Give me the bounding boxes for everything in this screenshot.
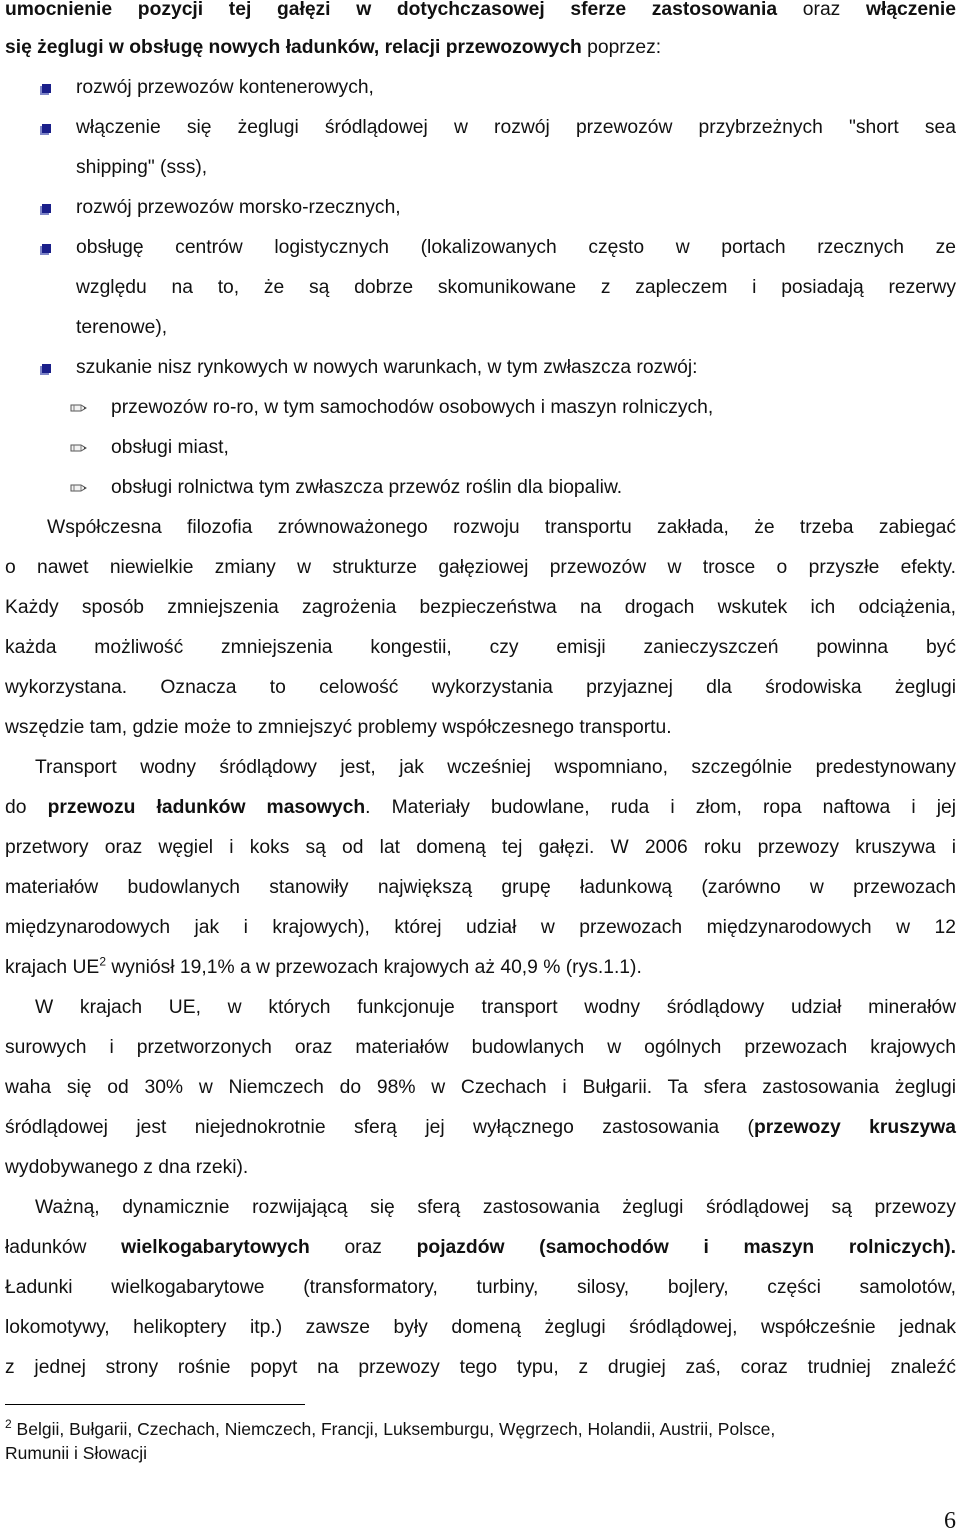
intro-line-2 [5,28,661,68]
paragraph-line: z jednej strony rośnie popyt na przewozy tego typu, z drugiej zaś, coraz trudniej znaleźć [5,1357,956,1378]
bullet-item: włączenie się żeglugi śródlądowej w rozwój przewozów przybrzeżnych "short sea [76,117,956,138]
paragraph-bold-text: pojazdów (samochodów i maszyn rolniczych). [416,1237,957,1258]
paragraph-bold-text: wielkogabarytowych [121,1237,310,1258]
paragraph-line [5,788,956,828]
intro-text: włączenie [865,0,956,20]
paragraph-line: materiałów budowlanych stanowiły największą grupę ładunkową (zarówno w przewozach [5,877,956,898]
square-bullet-icon [40,203,51,214]
paragraph-text: krajach UE [5,957,100,978]
bullet-item-continuation: względu na to, że są dobrze skomunikowane z zapleczem i posiadają rezerwy [76,277,956,298]
paragraph-line: o nawet niewielkie zmiany w strukturze gałęziowej przewozów w trosce o przyszłe efekty. [5,557,956,578]
page-number: 6 [944,1508,956,1534]
sub-bullet-item: obsługi miast, [111,437,229,458]
paragraph-text: ładunków [5,1237,87,1258]
paragraph-line: lokomotywy, helikoptery itp.) zawsze były domeną żeglugi śródlądowej, współcześnie jednak [5,1317,956,1338]
bullet-item: rozwój przewozów kontenerowych, [76,77,374,98]
intro-text: umocnienie pozycji tej gałęzi w dotychczasowej sferze zastosowania [5,0,778,20]
square-bullet-icon [40,363,51,374]
paragraph-line: waha się od 30% w Niemczech do 98% w Czechach i Bułgarii. Ta sfera zastosowania żeglugi [5,1077,956,1098]
intro-text: poprzez: [587,37,662,58]
paragraph-line: wydobywanego z dna rzeki). [5,1157,249,1178]
paragraph-line: przetwory oraz węgiel i koks są od lat domeną tej gałęzi. W 2006 roku przewozy kruszywa i [5,837,956,858]
footnote-mark: 2 [5,1417,12,1432]
paragraph-line: surowych i przetworzonych oraz materiałów budowlanych w ogólnych przewozach krajowych [5,1037,956,1058]
intro-line-1 [5,0,956,30]
paragraph-line: Każdy sposób zmniejszenia zagrożenia bezpieczeństwa na drogach wskutek ich odciążenia, [5,597,956,618]
paragraph-line [5,1228,956,1268]
pencil-bullet-icon [70,441,88,455]
bullet-item-continuation: shipping" (sss), [76,157,208,178]
footnote-separator [5,1404,305,1405]
bullet-item: szukanie nisz rynkowych w nowych warunkach, w tym zwłaszcza rozwój: [76,357,698,378]
footnote-line: Rumunii i Słowacji [5,1443,147,1463]
intro-text: się żeglugi w obsługę nowych ładunków, relacji przewozowych [5,37,582,58]
paragraph-line: każda możliwość zmniejszenia kongestii, czy emisji zanieczyszczeń powinna być [5,637,956,658]
sub-bullet-item: przewozów ro-ro, w tym samochodów osobowych i maszyn rolniczych, [111,397,714,418]
paragraph-line [5,948,642,988]
square-bullet-icon [40,243,51,254]
paragraph-text: śródlądowej jest niejednokrotnie sferą jej wyłącznego zastosowania ( [5,1117,754,1138]
intro-text: oraz [802,0,841,20]
paragraph-text: oraz [344,1237,382,1258]
bullet-item: rozwój przewozów morsko-rzecznych, [76,197,401,218]
square-bullet-icon [40,83,51,94]
square-bullet-icon [40,123,51,134]
paragraph-line [5,1108,956,1148]
bullet-item: obsługę centrów logistycznych (lokalizowanych często w portach rzecznych ze [76,237,956,258]
paragraph-line: wszędzie tam, gdzie może to zmniejszyć problemy współczesnego transportu. [5,717,672,738]
pencil-bullet-icon [70,401,88,415]
paragraph-text: . Materiały budowlane, ruda i złom, ropa naftowa i jej [365,797,957,818]
paragraph-bold-text: przewozy kruszywa [753,1117,956,1138]
sub-bullet-item: obsługi rolnictwa tym zwłaszcza przewóz roślin dla biopaliw. [111,477,623,498]
bullet-item-continuation: terenowe), [76,317,168,338]
paragraph-line: Ważną, dynamicznie rozwijającą się sferą zastosowania żeglugi śródlądowej są przewozy [35,1197,956,1218]
paragraph-line: Współczesna filozofia zrównoważonego rozwoju transportu zakłada, że trzeba zabiegać [47,517,956,538]
paragraph-line: wykorzystana. Oznacza to celowość wykorzystania przyjaznej dla środowiska żeglugi [5,677,956,698]
paragraph-line: Transport wodny śródlądowy jest, jak wcześniej wspomniano, szczególnie predestynowany [35,757,956,778]
paragraph-text: wyniósł 19,1% a w przewozach krajowych aż 40,9 % (rys.1.1). [106,957,642,978]
paragraph-line: Ładunki wielkogabarytowe (transformatory, turbiny, silosy, bojlery, części samolotów, [5,1277,956,1298]
paragraph-text: do [5,797,27,818]
paragraph-line: W krajach UE, w których funkcjonuje transport wodny śródlądowy udział minerałów [35,997,956,1018]
paragraph-bold-text: przewozu ładunków masowych [47,797,366,818]
paragraph-line: międzynarodowych jak i krajowych), której udział w przewozach międzynarodowych w 12 [5,917,956,938]
footnote-ref: 2 [99,954,106,969]
footnote-text: Belgii, Bułgarii, Czechach, Niemczech, Francji, Luksemburgu, Węgrzech, Holandii, Austrii, Polsce, [11,1419,776,1439]
pencil-bullet-icon [70,481,88,495]
footnote-line [5,1417,775,1441]
